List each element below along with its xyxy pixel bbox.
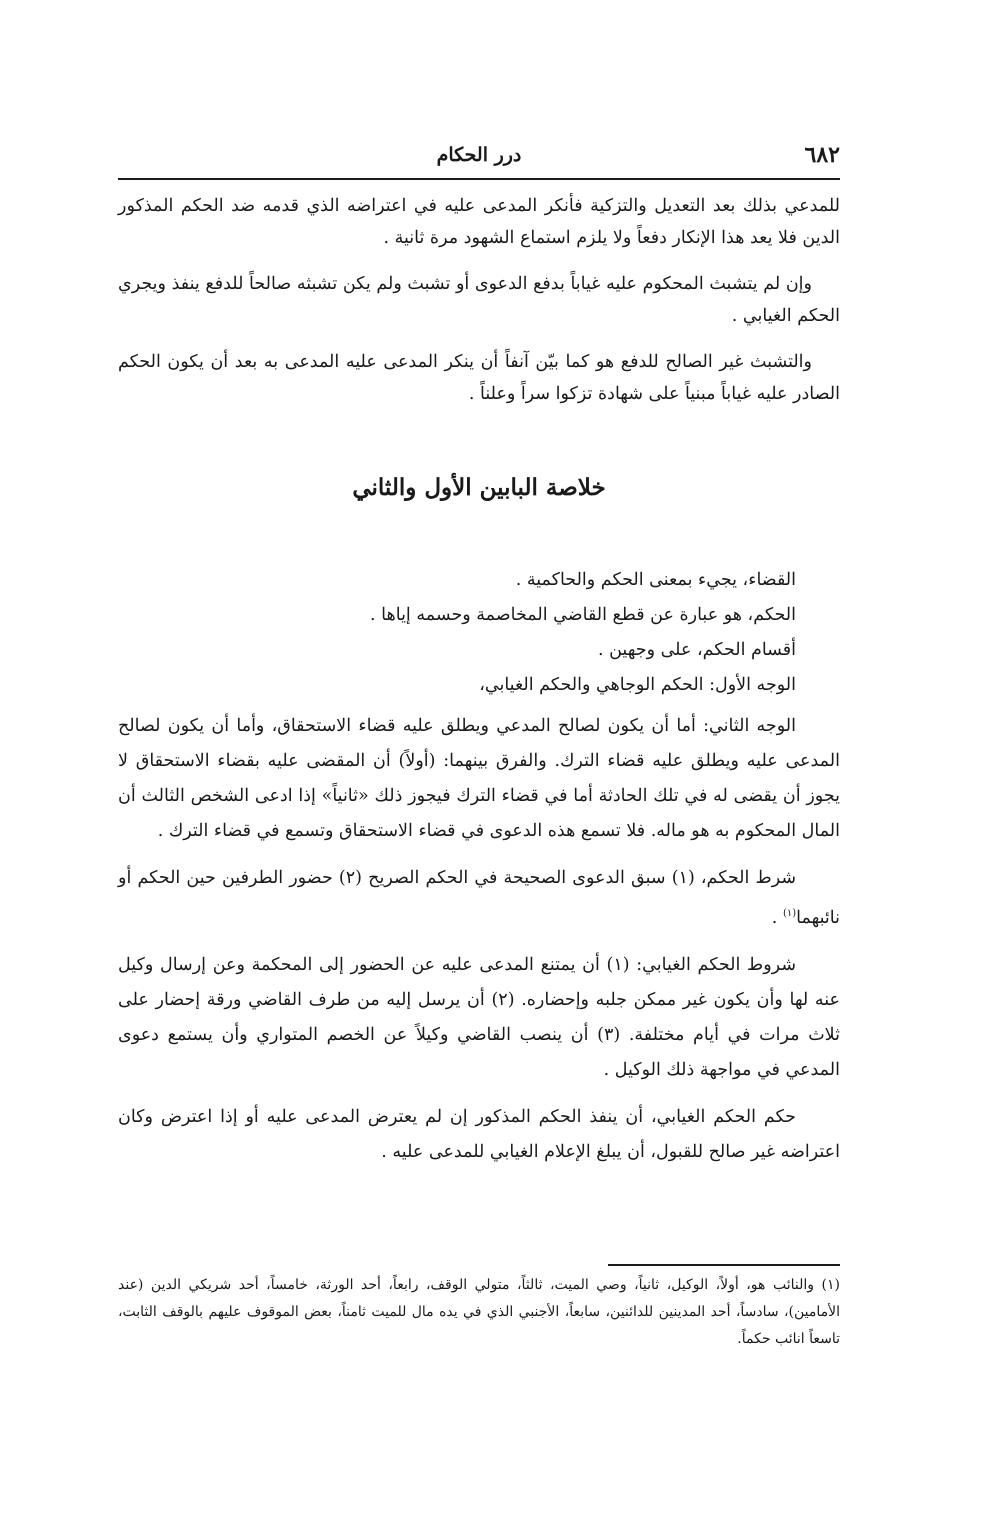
footnote-divider <box>608 1264 840 1266</box>
page-number: ٦٨٢ <box>804 142 840 168</box>
summary-section <box>118 563 840 1182</box>
section-heading: خلاصة البابين الأول والثاني <box>352 474 606 501</box>
summary-line: الوجه الأول: الحكم الوجاهي والحكم الغيابي، <box>479 675 796 695</box>
running-header <box>118 138 840 180</box>
running-title: درر الحكام <box>436 144 522 166</box>
intro-text <box>118 190 840 424</box>
summary-line: القضاء، يجيء بمعنى الحكم والحاكمية . <box>515 570 796 590</box>
paragraph-end: . <box>771 907 783 928</box>
paragraph: وإن لم يتشبث المحكوم عليه غياباً بدفع الدعوى أو تشبث ولم يكن تشبثه صالحاً للدفع ينفذ ويجري الحكم الغيابي . <box>118 274 840 326</box>
paragraph: الوجه الثاني: أما أن يكون لصالح المدعي ويطلق عليه قضاء الاستحقاق، وأما أن يكون لصالح المدعى عليه ويطلق عليه قضاء الترك. والفرق بينهما: (أولاً) أن المقضى عليه بقضاء الاستحقاق لا يجوز أن يقضى له في تلك الحادثة أما في قضاء الترك فيجوز ذلك «ثانياً» إذا ادعى الشخص الثالث أن المال المحكوم به هو ماله. فلا تسمع هذه الدعوى في قضاء الاستحقاق وتسمع في قضاء الترك . <box>118 716 840 841</box>
summary-line: أقسام الحكم، على وجهين . <box>597 640 796 660</box>
condition-paragraph <box>118 861 840 936</box>
paragraph-text: شرط الحكم، (١) سبق الدعوى الصحيحة في الحكم الصريح (٢) حضور الطرفين حين الحكم أو نائبهما <box>118 868 840 928</box>
summary-line: الحكم، هو عبارة عن قطع القاضي المخاصمة وحسمه إياها . <box>370 605 796 625</box>
paragraph: للمدعي بذلك بعد التعديل والتزكية فأنكر المدعى عليه في اعتراضه الذي قدمه ضد الحكم المذكور الدين فلا يعد هذا الإنكار دفعاً ولا يلزم استماع الشهود مرة ثانية . <box>118 196 840 248</box>
paragraph: والتشبث غير الصالح للدفع هو كما بيّن آنفاً أن ينكر المدعى عليه المدعى به بعد أن يكون الحكم الصادر عليه غياباً مبنياً على شهادة تزكوا سراً وعلناً . <box>118 352 840 404</box>
footnote-marker: (١) <box>782 908 797 919</box>
footnote-text: (١) والنائب هو، أولاً، الوكيل، ثانياً، وصي الميت، ثالثاً، متولي الوقف، رابعاً، أحد الورثة، خامساً، أحد شريكي الدين (عند الأمامين)، سادساً، أحد المدينين للدائنين، سابعاً، الأجنبي الذي في يده مال للميت ثامناً، بعض الموقوف عليهم بالوقف الثابت، تاسعاً انائب حكماً. <box>118 1277 840 1347</box>
paragraph: حكم الحكم الغيابي، أن ينفذ الحكم المذكور إن لم يعترض المدعى عليه أو إذا اعترض وكان اعتراضه غير صالح للقبول، أن يبلغ الإعلام الغيابي للمدعى عليه . <box>118 1106 840 1162</box>
paragraph: شروط الحكم الغيابي: (١) أن يمتنع المدعى عليه عن الحضور إلى المحكمة وعن إرسال وكيل عنه لها وأن يكون غير ممكن جلبه وإحضاره. (٢) أن يرسل إليه من طرف القاضي ورقة إحضار على ثلاث مرات في أيام مختلفة. (٣) أن ينصب القاضي وكيلاً عن الخصم المتواري وأن يستمع دعوى المدعي في مواجهة ذلك الوكيل . <box>118 954 841 1080</box>
footnote <box>118 1272 840 1353</box>
